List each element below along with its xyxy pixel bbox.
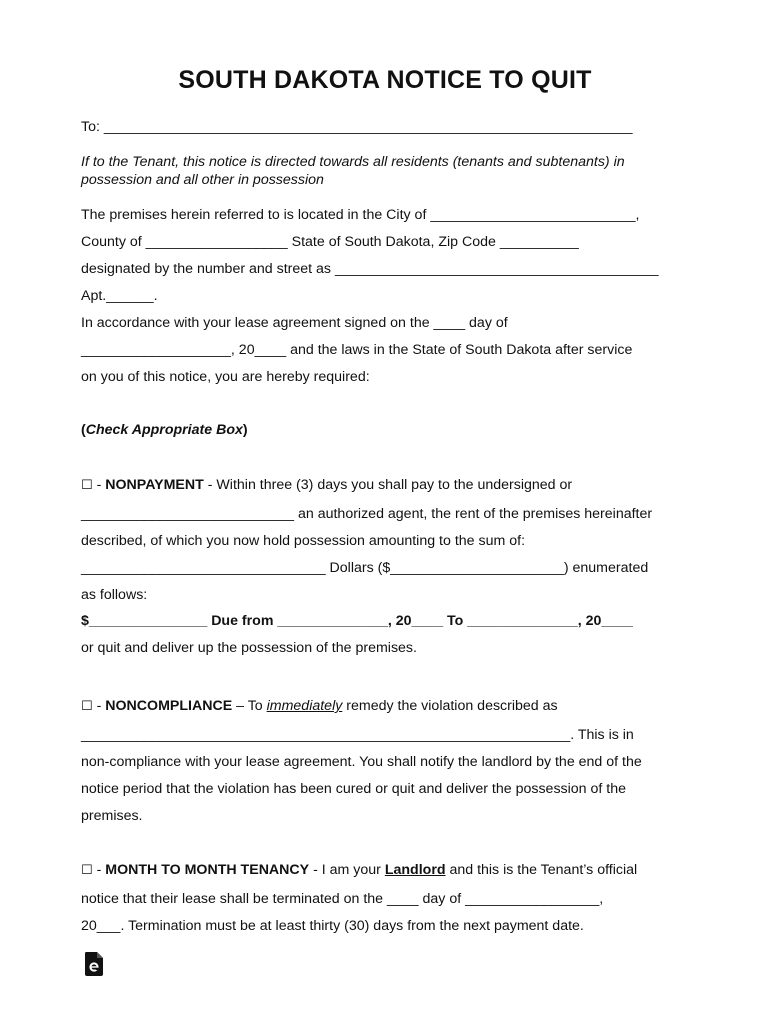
month-to-month-line-2: 20___. Termination must be at least thirty (30) days from the next payment date. <box>81 918 584 934</box>
noncompliance-line-4: premises. <box>81 808 143 824</box>
noncompliance-line-1: ______________________________________________________________. This is in <box>81 727 634 743</box>
to-line: To: ___________________________________________________________________ <box>81 119 633 135</box>
premises-line-4: Apt.______. <box>81 288 158 304</box>
premises-line-2: County of __________________ State of South Dakota, Zip Code __________ <box>81 234 579 250</box>
check-box-instruction: (Check Appropriate Box) <box>81 422 248 438</box>
premises-line-6: ___________________, 20____ and the laws in the State of South Dakota after service <box>81 342 633 358</box>
nonpayment-due-line: $_______________ Due from ______________, 20____ To ______________, 20____ <box>81 613 633 629</box>
month-to-month-option: ☐ - MONTH TO MONTH TENANCY - I am your Landlord and this is the Tenant’s official <box>81 862 638 878</box>
premises-line-7: on you of this notice, you are hereby required: <box>81 369 370 385</box>
tenant-note-line-2: possession and all other in possession <box>81 172 324 188</box>
eforms-logo-icon <box>84 952 104 976</box>
document-title: SOUTH DAKOTA NOTICE TO QUIT <box>178 66 592 94</box>
noncompliance-line-2: non-compliance with your lease agreement. You shall notify the landlord by the end of the <box>81 754 642 770</box>
nonpayment-heading: NONPAYMENT <box>105 477 204 493</box>
noncompliance-line-3: notice period that the violation has been cured or quit and deliver the possession of the <box>81 781 626 797</box>
month-to-month-line-1: notice that their lease shall be terminated on the ____ day of _________________, <box>81 891 604 907</box>
month-to-month-checkbox[interactable]: ☐ <box>81 862 93 877</box>
nonpayment-line-3: _______________________________ Dollars ($______________________) enumerated <box>81 560 649 576</box>
noncompliance-checkbox[interactable]: ☐ <box>81 698 93 713</box>
nonpayment-checkbox[interactable]: ☐ <box>81 477 93 492</box>
premises-line-3: designated by the number and street as _________________________________________ <box>81 261 659 277</box>
noncompliance-heading: NONCOMPLIANCE <box>105 698 233 714</box>
tenant-note-line-1: If to the Tenant, this notice is directed towards all residents (tenants and subtenants) in <box>81 154 625 170</box>
premises-line-1: The premises herein referred to is located in the City of __________________________, <box>81 207 640 223</box>
nonpayment-line-1: ___________________________ an authorized agent, the rent of the premises hereinafter <box>81 506 653 522</box>
noncompliance-option: ☐ - NONCOMPLIANCE – To immediately remedy the violation described as <box>81 698 558 714</box>
nonpayment-option: ☐ - NONPAYMENT - Within three (3) days you shall pay to the undersigned or <box>81 477 573 493</box>
premises-line-5: In accordance with your lease agreement signed on the ____ day of <box>81 315 508 331</box>
nonpayment-line-2: described, of which you now hold possession amounting to the sum of: <box>81 533 526 549</box>
month-to-month-heading: MONTH TO MONTH TENANCY <box>105 862 310 878</box>
nonpayment-final: or quit and deliver up the possession of the premises. <box>81 640 417 656</box>
nonpayment-line-4: as follows: <box>81 587 148 603</box>
